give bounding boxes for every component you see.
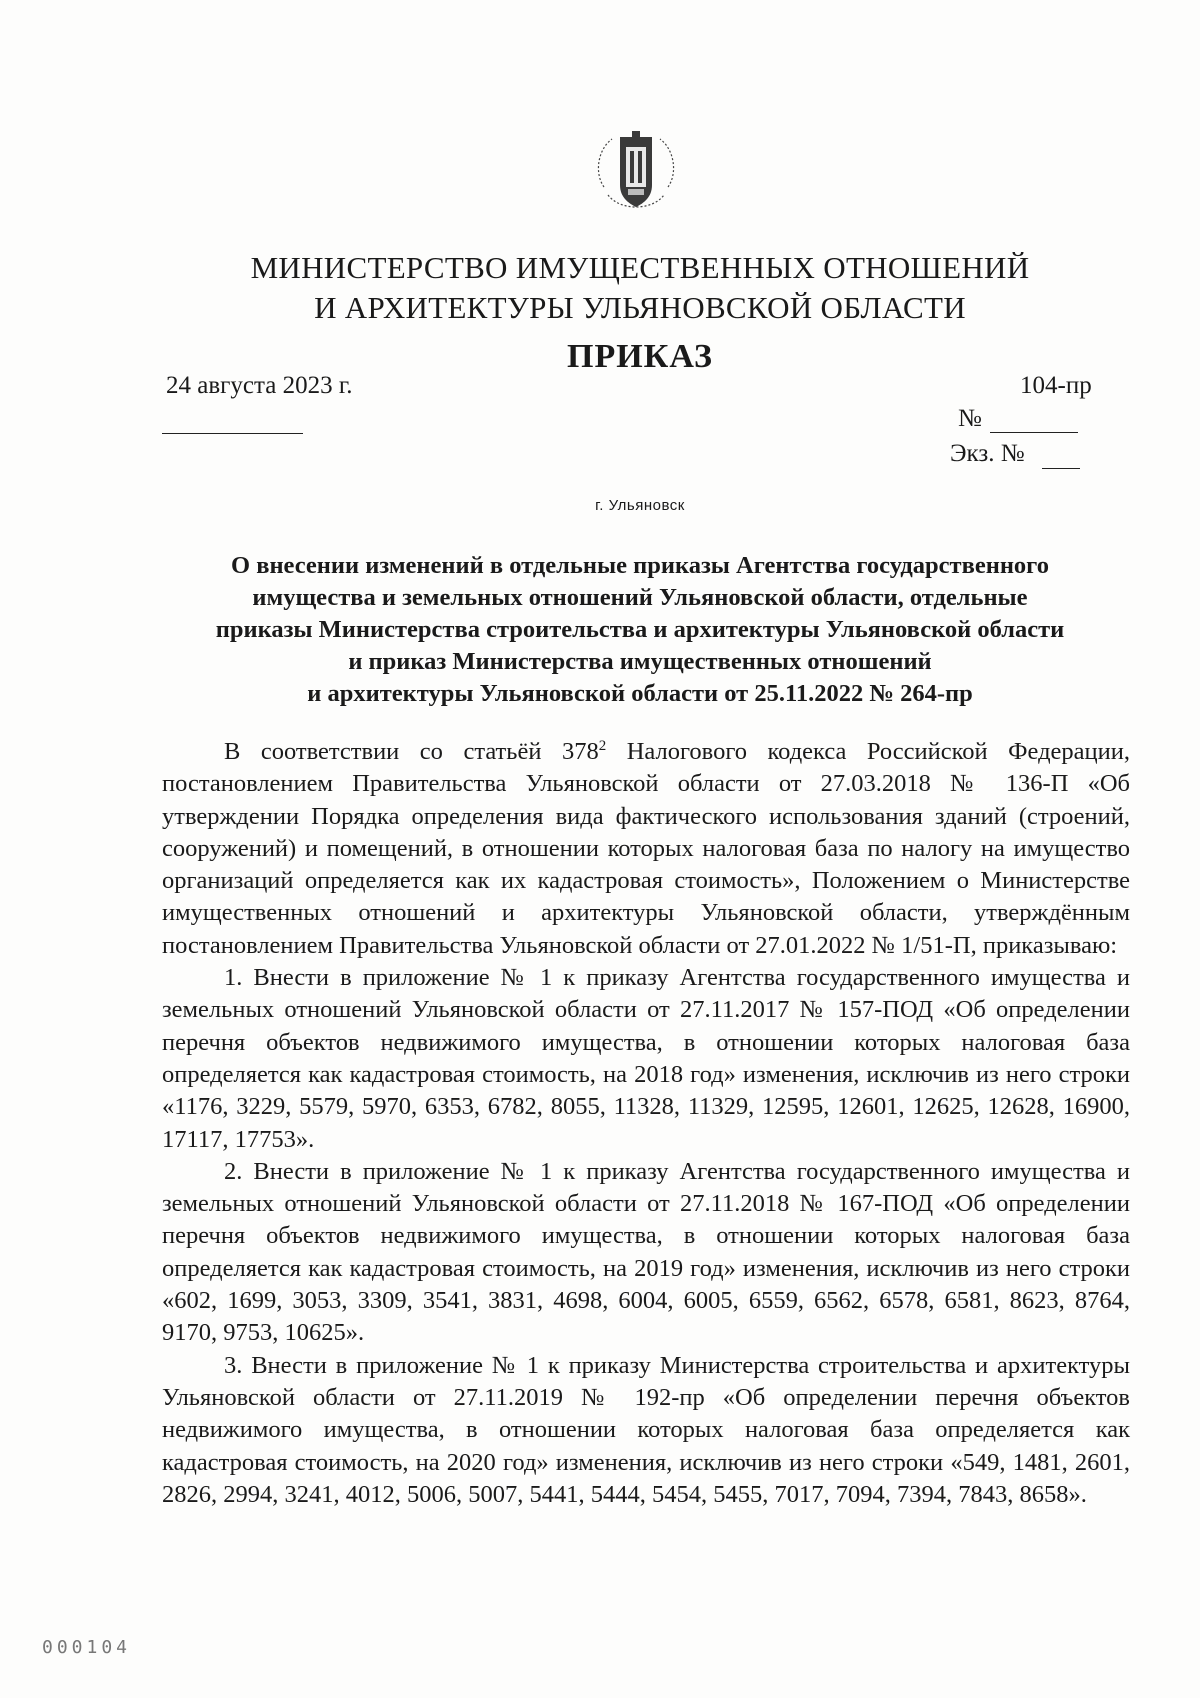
order-body bbox=[162, 736, 1130, 1511]
copy-number-underline bbox=[1042, 468, 1080, 469]
city-name: г. Ульяновск bbox=[595, 497, 685, 514]
ministry-name-line-1: МИНИСТЕРСТВО ИМУЩЕСТВЕННЫХ ОТНОШЕНИЙ bbox=[250, 250, 1030, 285]
order-item-2: 2. Внести в приложение № 1 к приказу Агентства государственного имущества и земельных отношений Ульяновской области от 27.11.2018 № 167-ПОД «Об определении перечня объектов недвижимого имущества, в отношении которых налоговая база определяется как кадастровая стоимость, на 2019 год» изменения, исключив из него строки «602, 1699, 3053, 3309, 3541, 3831, 4698, 6004, 6005, 6559, 6562, 6578, 6581, 8623, 8764, 9170, 9753, 10625». bbox=[162, 1157, 1130, 1347]
ministry-name bbox=[0, 248, 1200, 328]
order-subject-line-3: приказы Министерства строительства и архитектуры Ульяновской области bbox=[215, 616, 1065, 643]
order-item-3: 3. Внести в приложение № 1 к приказу Министерства строительства и архитектуры Ульяновской области от 27.11.2019 № 192-пр «Об определении перечня объектов недвижимого имущества, в отношении которых налоговая база определяется как кадастровая стоимость, на 2020 год» изменения, исключив из него строки «549, 1481, 2601, 2826, 2994, 3241, 4012, 5006, 5007, 5441, 5444, 5454, 5455, 7017, 7094, 7394, 7843, 8658». bbox=[162, 1351, 1130, 1508]
order-subject-line-1: О внесении изменений в отдельные приказы Агентства государственного bbox=[231, 552, 1049, 579]
order-subject-line-4: и приказ Министерства имущественных отношений bbox=[348, 648, 932, 675]
order-number: 104-пр bbox=[1020, 372, 1092, 399]
order-subject bbox=[160, 550, 1120, 710]
document-type-title: ПРИКАЗ bbox=[567, 338, 713, 375]
order-item-1: 1. Внести в приложение № 1 к приказу Агентства государственного имущества и земельных отношений Ульяновской области от 27.11.2017 № 157-ПОД «Об определении перечня объектов недвижимого имущества, в отношении которых налоговая база определяется как кадастровая стоимость, на 2018 год» изменения, исключив из него строки «1176, 3229, 5579, 5970, 6353, 6782, 8055, 11328, 11329, 12595, 12601, 12625, 12628, 16900, 17117, 17753». bbox=[162, 964, 1130, 1153]
inventory-number: 000104 bbox=[42, 1637, 132, 1658]
preamble-superscript: 2 bbox=[598, 737, 607, 754]
copy-number-label: Экз. № bbox=[950, 440, 1025, 467]
order-number-label: № bbox=[958, 405, 982, 432]
order-subject-line-5: и архитектуры Ульяновской области от 25.11.2022 № 264-пр bbox=[307, 680, 973, 707]
order-number-underline bbox=[990, 432, 1078, 433]
ministry-name-line-2: И АРХИТЕКТУРЫ УЛЬЯНОВСКОЙ ОБЛАСТИ bbox=[314, 290, 966, 325]
preamble-paragraph bbox=[162, 736, 1130, 962]
order-date: 24 августа 2023 г. bbox=[166, 372, 353, 399]
preamble-text-2: Налогового кодекса Российской Федерации, постановлением Правительства Ульяновской области от 27.03.2018 № 136-П «Об утверждении Порядка определения вида фактического использования зданий (строений, сооружений) и помещений, в отношении которых налоговая база по налогу на имущество организаций определяется как их кадастровая стоимость», Положением о Министерстве имущественных отношений и архитектуры Ульяновской области, утверждённым постановлением Правительства Ульяновской области от 27.01.2022 № 1/51-П, приказываю: bbox=[162, 738, 1130, 959]
order-subject-line-2: имущества и земельных отношений Ульяновской области, отдельные bbox=[252, 584, 1028, 611]
date-underline bbox=[162, 433, 303, 434]
preamble-text-1: В соответствии со статьёй 378 bbox=[224, 738, 599, 765]
coat-of-arms-icon bbox=[590, 125, 682, 225]
